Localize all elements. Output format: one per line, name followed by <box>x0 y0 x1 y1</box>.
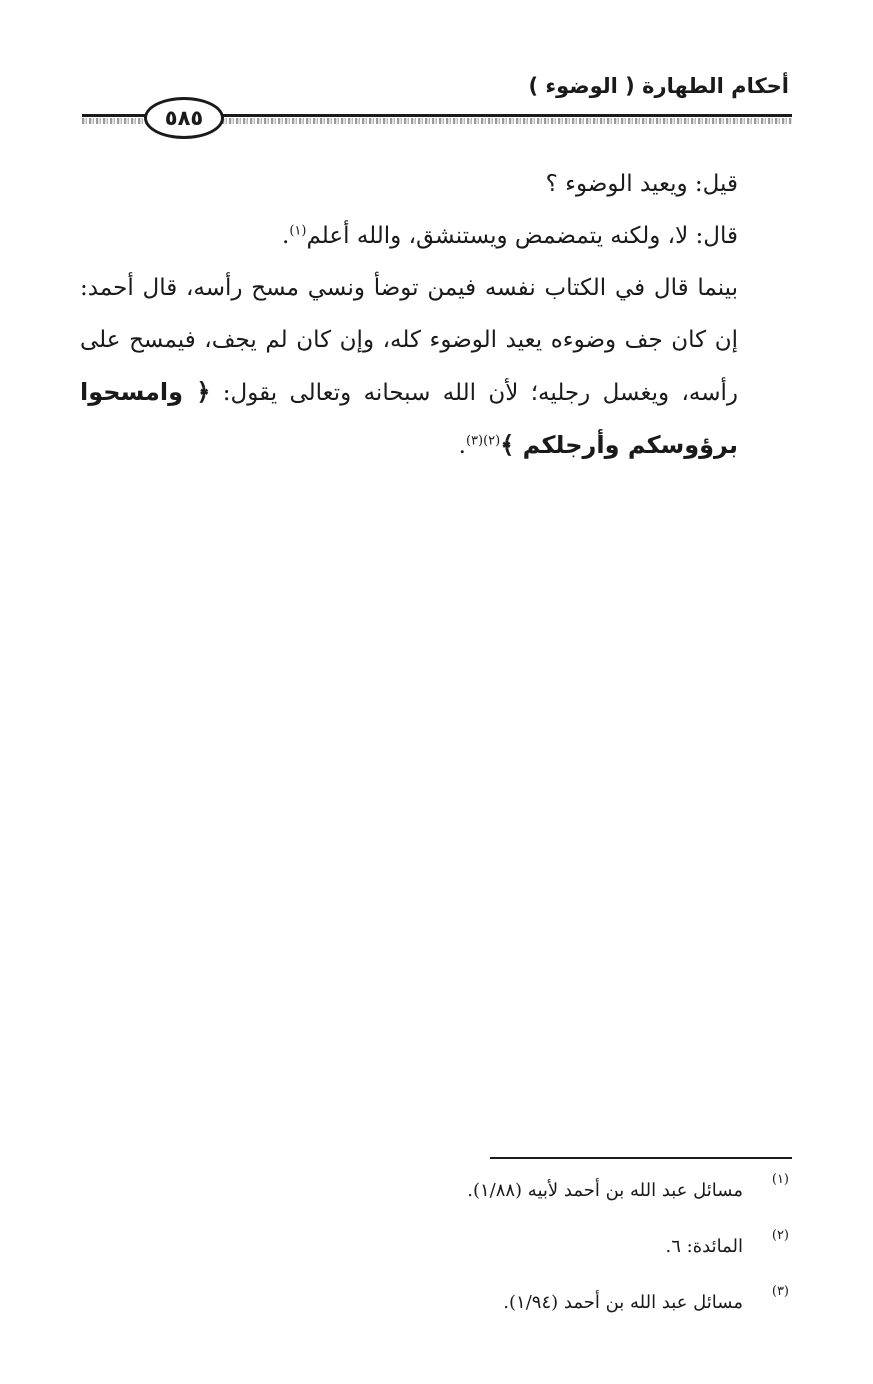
header-title: أحكام الطهارة ( الوضوء ) <box>528 74 789 98</box>
footnote-text: المائدة: ٦. <box>665 1236 743 1257</box>
paragraph-answer <box>80 210 792 262</box>
footnote-text: مسائل عبد الله بن أحمد لأبيه (١/٨٨). <box>467 1180 743 1201</box>
footnote-ref-1[interactable]: (١) <box>289 223 307 239</box>
footnote-ref-2-3[interactable]: (٢)(٣) <box>465 433 501 449</box>
main-paragraph-end: . <box>458 433 466 459</box>
footnote-separator <box>490 1157 792 1159</box>
footnote <box>243 1284 789 1348</box>
main-paragraph-text: بينما قال في الكتاب نفسه فيمن توضأ ونسي مسح رأسه، قال أحمد: إن كان جف وضوءه يعيد الوضوء كله، وإن كان لم يجف، فيمسح على رأسه، ويغسل رجليه؛ لأن الله سبحانه وتعالى يقول: <box>80 275 738 406</box>
question-text: قيل: ويعيد الوضوء ؟ <box>545 171 738 197</box>
paragraph-question <box>80 158 792 210</box>
paragraph-main <box>80 262 792 472</box>
answer-text: قال: لا، ولكنه يتمضمض ويستنشق، والله أعلم <box>306 223 738 249</box>
footnote-text: مسائل عبد الله بن أحمد (١/٩٤). <box>503 1292 743 1313</box>
footnote-number: (٢) <box>771 1228 789 1243</box>
answer-end: . <box>282 223 290 249</box>
footnote-number: (٣) <box>771 1284 789 1299</box>
main-text <box>80 158 792 472</box>
footnotes <box>243 1172 789 1348</box>
footnote <box>243 1228 789 1292</box>
footnote-number: (١) <box>771 1172 789 1187</box>
footnote <box>243 1172 789 1236</box>
quran-quote: ﴿ وامسحوا برؤوسكم وأرجلكم ﴾ <box>80 378 738 459</box>
page-number: ٥٨٥ <box>144 97 224 139</box>
